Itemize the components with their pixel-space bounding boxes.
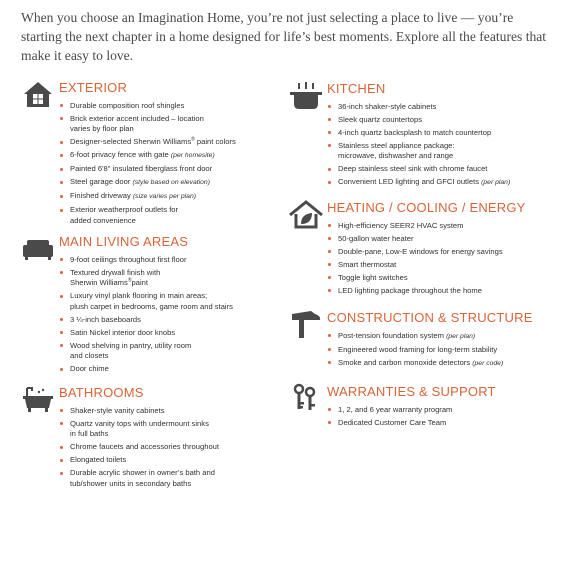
section-title: WARRANTIES & SUPPORT <box>327 384 496 399</box>
list-item: Stainless steel appliance package: microwave, dishwasher and range <box>327 141 510 162</box>
list-item: LED lighting package throughout the home <box>327 286 503 296</box>
list-item: Convenient LED lighting and GFCI outlets (per plan) <box>327 177 510 188</box>
list-item: Brick exterior accent included – location varies by floor plan <box>59 114 236 135</box>
intro-paragraph: When you choose an Imagination Home, you’re not just selecting a place to live — you’re starting the next chapter in a home designed for life’s best moments. Explore all the features that make it easy to love. <box>21 10 547 63</box>
section-title: CONSTRUCTION & STRUCTURE <box>327 310 533 325</box>
list-item: Post-tension foundation system (per plan) <box>327 331 503 342</box>
list-item: High-efficiency SEER2 HVAC system <box>327 221 503 231</box>
list-item: 3 ¼-inch baseboards <box>59 315 233 325</box>
cooking-pot-icon <box>289 80 323 110</box>
feature-list <box>59 101 236 229</box>
feature-list <box>327 221 503 299</box>
section-title: MAIN LIVING AREAS <box>59 234 189 249</box>
list-item: 36-inch shaker-style cabinets <box>327 102 510 112</box>
list-item: Toggle light switches <box>327 273 503 283</box>
list-item: Smoke and carbon monoxide detectors (per code) <box>327 358 503 369</box>
list-item: Textured drywall finish with Sherwin Williams®paint <box>59 268 233 289</box>
section-title: KITCHEN <box>327 81 386 96</box>
feature-list <box>327 405 452 431</box>
list-item: Quartz vanity tops with undermount sinks in full baths <box>59 419 219 440</box>
hammer-icon <box>289 309 323 339</box>
list-item: Shaker-style vanity cabinets <box>59 406 219 416</box>
list-item: Door chime <box>59 364 233 374</box>
list-item: Elongated toilets <box>59 455 219 465</box>
list-item: Finished driveway (size varies per plan) <box>59 191 236 202</box>
list-item: Exterior weatherproof outlets for added convenience <box>59 205 236 226</box>
bathtub-icon <box>21 384 55 414</box>
list-item: Dedicated Customer Care Team <box>327 418 452 428</box>
feature-list <box>327 331 503 372</box>
section-title: HEATING / COOLING / ENERGY <box>327 200 526 215</box>
list-item: Double-pane, Low-E windows for energy savings <box>327 247 503 257</box>
feature-list <box>59 255 233 377</box>
list-item: 6-foot privacy fence with gate (per homesite) <box>59 150 236 161</box>
list-item: Sleek quartz countertops <box>327 115 510 125</box>
list-item: Durable acrylic shower in owner’s bath and tub/shower units in secondary baths <box>59 468 219 489</box>
list-item: Wood shelving in pantry, utility room and closets <box>59 341 233 362</box>
list-item: Durable composition roof shingles <box>59 101 236 111</box>
list-item: 50-gallon water heater <box>327 234 503 244</box>
feature-list <box>59 406 219 492</box>
section-title: EXTERIOR <box>59 80 128 95</box>
sofa-icon <box>21 233 55 263</box>
list-item: Smart thermostat <box>327 260 503 270</box>
section-title: BATHROOMS <box>59 385 144 400</box>
list-item: 1, 2, and 6 year warranty program <box>327 405 452 415</box>
list-item: Luxury vinyl plank flooring in main areas; plush carpet in bedrooms, game room and stairs <box>59 291 233 312</box>
list-item: Painted 6'8" insulated fiberglass front door <box>59 164 236 174</box>
list-item: Satin Nickel interior door knobs <box>59 328 233 338</box>
house-icon <box>21 79 55 109</box>
list-item: Steel garage door (style based on elevation) <box>59 177 236 188</box>
list-item: 9-foot ceilings throughout first floor <box>59 255 233 265</box>
feature-list <box>327 102 510 191</box>
keys-icon <box>289 383 323 413</box>
house-leaf-icon <box>289 199 323 229</box>
list-item: Deep stainless steel sink with chrome faucet <box>327 164 510 174</box>
list-item: Chrome faucets and accessories throughout <box>59 442 219 452</box>
list-item: 4-inch quartz backsplash to match countertop <box>327 128 510 138</box>
list-item: Designer-selected Sherwin Williams® paint colors <box>59 137 236 147</box>
list-item: Engineered wood framing for long-term stability <box>327 345 503 355</box>
